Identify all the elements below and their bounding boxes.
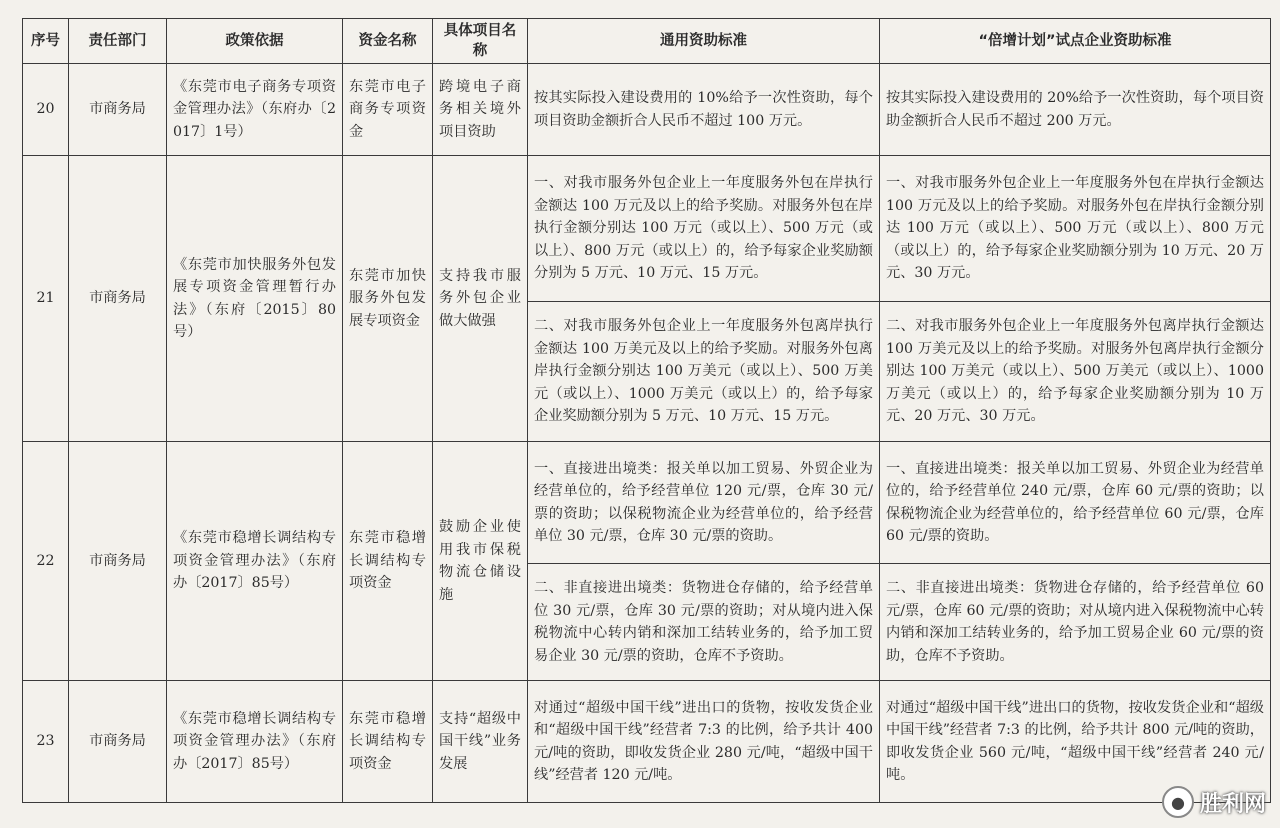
cell-project: 鼓励企业使用我市保税物流仓储设施 bbox=[433, 442, 528, 681]
cell-doubling-1: 一、对我市服务外包企业上一年度服务外包在岸执行金额达 100 万元及以上的给予奖励。对服务外包在岸执行金额分别达 100 万元（或以上）、500 万元（或以上）、800 万元（或以上）的，给予每家企业奖励额分别为 10 万元、20 万元、30 万元。 bbox=[880, 156, 1271, 302]
header-fund: 资金名称 bbox=[343, 19, 433, 64]
cell-seq: 22 bbox=[23, 442, 69, 681]
cell-general: 按其实际投入建设费用的 10%给予一次性资助，每个项目资助金额折合人民币不超过 100 万元。 bbox=[528, 64, 880, 156]
cell-doubling-2: 二、非直接进出境类：货物进仓存储的，给予经营单位 60 元/票，仓库 60 元/票的资助；对从境内进入保税物流中心转内销和深加工结转业务的，给予加工贸易企业 60 元/票的资助，仓库不予资助。 bbox=[880, 564, 1271, 681]
table-row-20 bbox=[23, 64, 1271, 156]
cell-fund: 东莞市电子商务专项资金 bbox=[343, 64, 433, 156]
cell-general-2: 二、非直接进出境类：货物进仓存储的，给予经营单位 30 元/票，仓库 30 元/票的资助；对从境内进入保税物流中心转内销和深加工结转业务的，给予加工贸易企业 30 元/票的资助，仓库不予资助。 bbox=[528, 564, 880, 681]
cell-policy: 《东莞市电子商务专项资金管理办法》（东府办〔2017〕1号） bbox=[167, 64, 343, 156]
cell-policy: 《东莞市稳增长调结构专项资金管理办法》（东府办〔2017〕85号） bbox=[167, 442, 343, 681]
cell-doubling-2: 二、对我市服务外包企业上一年度服务外包离岸执行金额达 100 万美元及以上的给予奖励。对服务外包离岸执行金额分别达 100 万美元（或以上）、500 万美元（或以上）、1000 万美元（或以上）的，给予每家企业奖励额分别为 10 万元、20 万元、30 万元。 bbox=[880, 302, 1271, 442]
cell-seq: 20 bbox=[23, 64, 69, 156]
cell-doubling-1: 一、直接进出境类：报关单以加工贸易、外贸企业为经营单位的，给予经营单位 240 元/票，仓库 60 元/票的资助；以保税物流企业为经营单位的，给予经营单位 60 元/票，仓库 60 元/票的资助。 bbox=[880, 442, 1271, 564]
header-project: 具体项目名称 bbox=[433, 19, 528, 64]
header-policy: 政策依据 bbox=[167, 19, 343, 64]
cell-project: 支持“超级中国干线”业务发展 bbox=[433, 681, 528, 803]
cell-general-2: 二、对我市服务外包企业上一年度服务外包离岸执行金额达 100 万美元及以上的给予奖励。对服务外包离岸执行金额分别达 100 万美元（或以上）、500 万美元（或以上）、1000 万美元（或以上）的，给予每家企业奖励额分别为 5 万元、10 万元、15 万元。 bbox=[528, 302, 880, 442]
cell-project: 跨境电子商务相关境外项目资助 bbox=[433, 64, 528, 156]
cell-dept: 市商务局 bbox=[69, 64, 167, 156]
cell-doubling: 按其实际投入建设费用的 20%给予一次性资助，每个项目资助金额折合人民币不超过 200 万元。 bbox=[880, 64, 1271, 156]
header-row bbox=[23, 19, 1271, 64]
cell-general: 对通过“超级中国干线”进出口的货物，按收发货企业和“超级中国干线”经营者 7:3 的比例，给予共计 400 元/吨的资助，即收发货企业 280 元/吨，“超级中国干线”经营者 120 元/吨。 bbox=[528, 681, 880, 803]
cell-doubling: 对通过“超级中国干线”进出口的货物，按收发货企业和“超级中国干线”经营者 7:3 的比例，给予共计 800 元/吨的资助，即收发货企业 560 元/吨，“超级中国干线”经营者 240 元/吨。 bbox=[880, 681, 1271, 803]
cell-policy: 《东莞市稳增长调结构专项资金管理办法》（东府办〔2017〕85号） bbox=[167, 681, 343, 803]
cell-dept: 市商务局 bbox=[69, 681, 167, 803]
table-row-21 bbox=[23, 156, 1271, 302]
table-row-22 bbox=[23, 442, 1271, 564]
watermark bbox=[1162, 786, 1266, 818]
cell-fund: 东莞市稳增长调结构专项资金 bbox=[343, 442, 433, 681]
cell-seq: 23 bbox=[23, 681, 69, 803]
cell-policy: 《东莞市加快服务外包发展专项资金管理暂行办法》（东府〔2015〕80号） bbox=[167, 156, 343, 442]
header-general: 通用资助标准 bbox=[528, 19, 880, 64]
cell-dept: 市商务局 bbox=[69, 156, 167, 442]
header-seq: 序号 bbox=[23, 19, 69, 64]
cell-general-1: 一、直接进出境类：报关单以加工贸易、外贸企业为经营单位的，给予经营单位 120 元/票，仓库 30 元/票的资助；以保税物流企业为经营单位的，给予经营单位 30 元/票，仓库 30 元/票的资助。 bbox=[528, 442, 880, 564]
cell-fund: 东莞市加快服务外包发展专项资金 bbox=[343, 156, 433, 442]
table-row-23 bbox=[23, 681, 1271, 803]
header-doubling: “倍增计划”试点企业资助标准 bbox=[880, 19, 1271, 64]
cell-project: 支持我市服务外包企业做大做强 bbox=[433, 156, 528, 442]
cell-dept: 市商务局 bbox=[69, 442, 167, 681]
header-dept: 责任部门 bbox=[69, 19, 167, 64]
cell-general-1: 一、对我市服务外包企业上一年度服务外包在岸执行金额达 100 万元及以上的给予奖励。对服务外包在岸执行金额分别达 100 万元（或以上）、500 万元（或以上）、800 万元（或以上）的，给予每家企业奖励额分别为 5 万元、10 万元、15 万元。 bbox=[528, 156, 880, 302]
cell-seq: 21 bbox=[23, 156, 69, 442]
watermark-text: 胜利网 bbox=[1199, 791, 1266, 817]
cell-fund: 东莞市稳增长调结构专项资金 bbox=[343, 681, 433, 803]
wechat-icon: ● bbox=[1162, 786, 1194, 818]
policy-table bbox=[22, 18, 1271, 803]
